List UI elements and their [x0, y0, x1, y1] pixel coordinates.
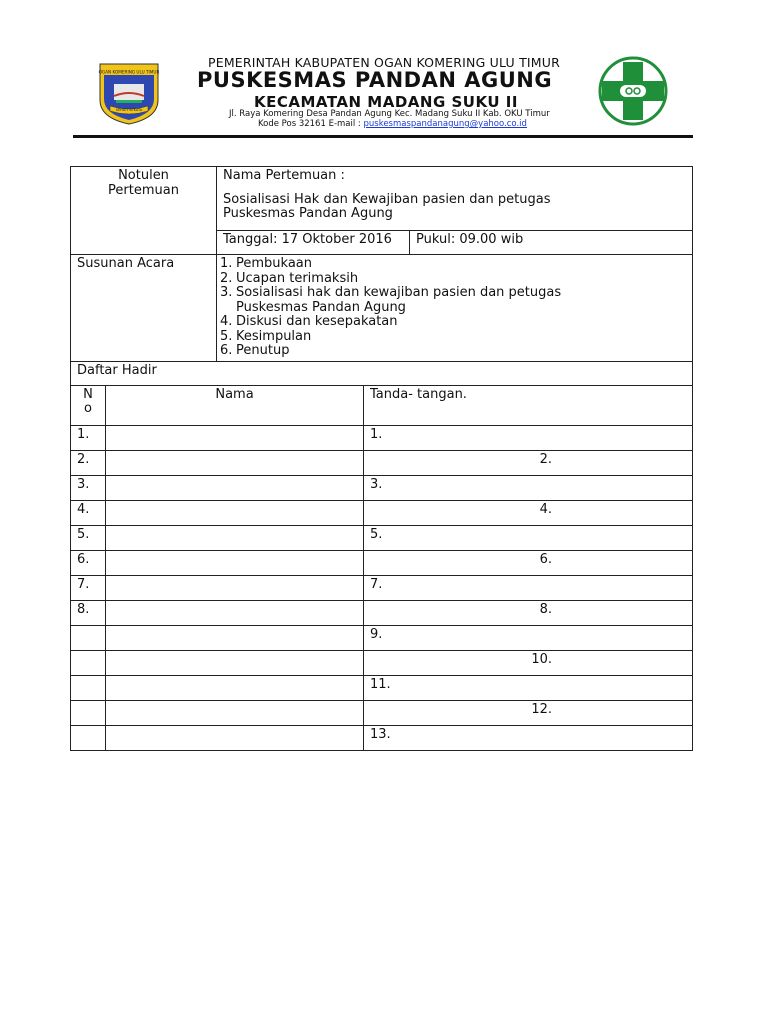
table-row: [71, 550, 693, 575]
row-no: 2.: [71, 450, 106, 475]
notulen-label-cell: [71, 167, 217, 255]
table-row: [71, 650, 693, 675]
header-kecamatan: KECAMATAN MADANG SUKU II: [254, 93, 518, 111]
row-nama: [106, 450, 364, 475]
table-row: [71, 500, 693, 525]
col-header-no: No: [71, 385, 106, 425]
emblem-banner-text: SEHATI SEKATA: [115, 108, 143, 112]
row-no: 3.: [71, 475, 106, 500]
agenda-cell: [217, 255, 693, 362]
header-divider: [73, 135, 693, 138]
col-header-tanda-tangan: Tanda- tangan.: [364, 385, 693, 425]
row-no: 5.: [71, 525, 106, 550]
meeting-time: Pukul: 09.00 wib: [416, 232, 524, 247]
agenda-item: 5. Kesimpulan: [220, 328, 312, 344]
meeting-name-value: Sosialisasi Hak dan Kewajiban pasien dan petugas Puskesmas Pandan Agung: [223, 191, 551, 221]
agenda-label: Susunan Acara: [77, 256, 175, 271]
attendance-label-cell: [71, 361, 693, 385]
header-address: Jl. Raya Komering Desa Pandan Agung Kec. Madang Suku II Kab. OKU Timur: [229, 109, 550, 119]
row-signature: 11.: [364, 675, 693, 700]
meeting-name-cell: [217, 167, 693, 231]
row-nama: [106, 650, 364, 675]
table-row: [71, 525, 693, 550]
row-no: [71, 650, 106, 675]
agenda-item: 3. Sosialisasi hak dan kewajiban pasien dan petugas Puskesmas Pandan Agung: [220, 285, 562, 315]
header-government-line: PEMERINTAH KABUPATEN OGAN KOMERING ULU TIMUR: [207, 55, 561, 70]
row-nama: [106, 500, 364, 525]
row-nama: [106, 725, 364, 750]
row-no: 8.: [71, 600, 106, 625]
row-nama: [106, 575, 364, 600]
table-row: [71, 725, 693, 750]
row-no: 1.: [71, 425, 106, 450]
table-row: [71, 450, 693, 475]
table-row: [71, 700, 693, 725]
time-cell: [410, 231, 693, 255]
agenda-list: [220, 257, 686, 359]
table-row: [71, 575, 693, 600]
row-no: 4.: [71, 500, 106, 525]
row-signature: 2.: [364, 450, 693, 475]
row-nama: [106, 550, 364, 575]
table-row: [71, 600, 693, 625]
table-row: [71, 475, 693, 500]
row-signature: 6.: [364, 550, 693, 575]
row-no: [71, 700, 106, 725]
row-nama: [106, 700, 364, 725]
row-nama: [106, 600, 364, 625]
email-link[interactable]: puskesmaspandanagung@yahoo.co.id: [363, 119, 527, 129]
header-contact: [258, 119, 527, 129]
emblem-top-text: OGAN KOMERING ULU TIMUR: [98, 69, 160, 75]
col-header-nama: Nama: [106, 385, 364, 425]
row-nama: [106, 525, 364, 550]
row-signature: 4.: [364, 500, 693, 525]
row-signature: 3.: [364, 475, 693, 500]
row-signature: 9.: [364, 625, 693, 650]
row-no: [71, 725, 106, 750]
agenda-label-cell: [71, 255, 217, 362]
puskesmas-cross-logo: [596, 56, 670, 126]
agenda-item: 1. Pembukaan: [220, 256, 313, 271]
row-no: [71, 625, 106, 650]
table-row: [71, 425, 693, 450]
row-no: [71, 675, 106, 700]
row-signature: 12.: [364, 700, 693, 725]
row-signature: 7.: [364, 575, 693, 600]
notulen-label: Notulen Pertemuan: [108, 168, 179, 198]
attendance-label: Daftar Hadir: [77, 362, 157, 378]
row-nama: [106, 625, 364, 650]
row-signature: 1.: [364, 425, 693, 450]
row-no: 7.: [71, 575, 106, 600]
meeting-date: Tanggal: 17 Oktober 2016: [223, 232, 392, 247]
row-nama: [106, 425, 364, 450]
row-nama: [106, 475, 364, 500]
header-puskesmas-title: PUSKESMAS PANDAN AGUNG: [197, 68, 553, 92]
row-signature: 8.: [364, 600, 693, 625]
meeting-name-label: Nama Pertemuan :: [223, 168, 345, 183]
row-no: 6.: [71, 550, 106, 575]
postal-code-text: Kode Pos 32161 E-mail :: [258, 119, 364, 129]
agenda-item: 2. Ucapan terimaksih: [220, 270, 359, 286]
row-signature: 5.: [364, 525, 693, 550]
row-signature: 10.: [364, 650, 693, 675]
row-nama: [106, 675, 364, 700]
agenda-item: 4. Diskusi dan kesepakatan: [220, 314, 398, 329]
minutes-form-table: [70, 166, 693, 751]
agenda-item: 6. Penutup: [220, 343, 290, 358]
table-row: [71, 675, 693, 700]
row-signature: 13.: [364, 725, 693, 750]
table-row: [71, 625, 693, 650]
date-cell: [217, 231, 410, 255]
